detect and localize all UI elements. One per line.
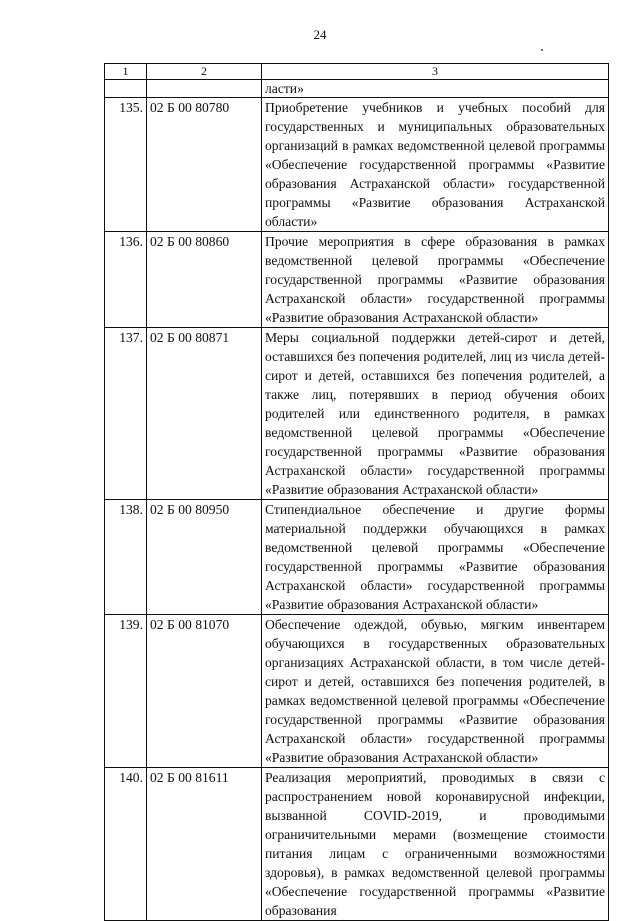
row-description: Реализация мероприятий, проводимых в связи с распространением новой коронавирусной инфекции, вызванной COVID-2019, и проводимыми ограничительными мерами (возмещение стоимости питания лицам с ограниченными возможностями здоровья), в рамках ведомственной целевой программы «Обеспечение государственной программы «Развитие образования: [262, 768, 609, 921]
budget-code: 02 Б 00 81070: [147, 615, 262, 768]
table-row: [105, 98, 609, 232]
row-description: Прочие мероприятия в сфере образования в рамках ведомственной целевой программы «Обеспечение государственной программы «Развитие образования Астраханской области» государственной программы «Развитие образования Астраханской области»: [262, 232, 609, 328]
budget-code: 02 Б 00 81611: [147, 768, 262, 921]
row-description: Стипендиальное обеспечение и другие формы материальной поддержки обучающихся в рамках ведомственной целевой программы «Обеспечение государственной программы «Развитие образования Астраханской области» государственной программы «Развитие образования Астраханской области»: [262, 500, 609, 615]
budget-classification-table: [104, 63, 609, 921]
row-number: 136.: [105, 232, 147, 328]
header-cell-2: 2: [147, 64, 262, 80]
budget-code: 02 Б 00 80860: [147, 232, 262, 328]
row-number: 137.: [105, 328, 147, 500]
table-row: [105, 232, 609, 328]
continuation-text: ласти»: [262, 80, 609, 98]
row-number-cell: [105, 80, 147, 98]
table-row: [105, 328, 609, 500]
header-cell-3: 3: [262, 64, 609, 80]
continuation-row: [105, 80, 609, 98]
table-header-row: [105, 64, 609, 80]
header-cell-1: 1: [105, 64, 147, 80]
scan-speck: [541, 49, 543, 51]
budget-code: 02 Б 00 80950: [147, 500, 262, 615]
row-number: 135.: [105, 98, 147, 232]
row-description: Приобретение учебников и учебных пособий для государственных и муниципальных образовательных организаций в рамках ведомственной целевой программы «Обеспечение государственной программы «Развитие образования Астраханской области» государственной программы «Развитие образования Астраханской области»: [262, 98, 609, 232]
row-number: 139.: [105, 615, 147, 768]
row-description: Обеспечение одеждой, обувью, мягким инвентарем обучающихся в государственных образовательных организациях Астраханской области, в том числе детей-сирот и детей, оставшихся без попечения родителей, в рамках ведомственной целевой программы «Обеспечение государственной программы «Развитие образования Астраханской области» государственной программы «Развитие образования Астраханской области»: [262, 615, 609, 768]
row-number: 140.: [105, 768, 147, 921]
table-row: [105, 768, 609, 921]
row-number: 138.: [105, 500, 147, 615]
budget-code: 02 Б 00 80871: [147, 328, 262, 500]
page-number: 24: [313, 27, 327, 42]
code-cell: [147, 80, 262, 98]
budget-code: 02 Б 00 80780: [147, 98, 262, 232]
table-row: [105, 500, 609, 615]
table-row: [105, 615, 609, 768]
row-description: Меры социальной поддержки детей-сирот и детей, оставшихся без попечения родителей, лиц из числа детей-сирот и детей, оставшихся без попечения родителей, а также лиц, потерявших в период обучения обоих родителей или единственного родителя, в рамках ведомственной целевой программы «Обеспечение государственной программы «Развитие образования Астраханской области» государственной программы «Развитие образования Астраханской области»: [262, 328, 609, 500]
